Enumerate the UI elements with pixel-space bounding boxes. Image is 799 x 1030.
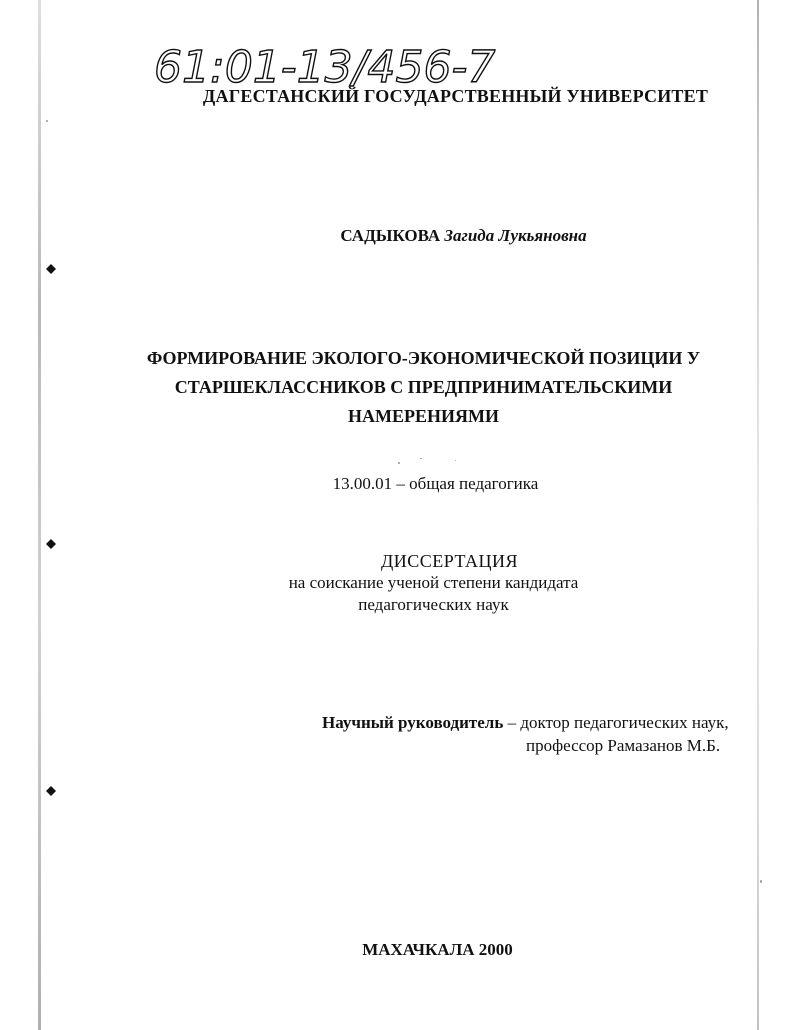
degree-field: педагогических наук [358,595,509,614]
scan-speckle [420,458,422,459]
university-name: ДАГЕСТАНСКИЙ ГОСУДАРСТВЕННЫЙ УНИВЕРСИТЕТ [202,86,709,106]
dissertation-title [24,344,799,431]
scan-speckle [760,880,762,883]
binding-hole-mark-icon [44,537,58,551]
binding-hole-mark-icon [44,784,58,798]
scientific-advisor [322,711,729,757]
degree-line: на соискание ученой степени кандидата [288,573,579,592]
degree-statement [50,550,799,616]
specialty-code: 13.00.01 – общая педагогика [332,474,539,493]
title-line: СТАРШЕКЛАССНИКОВ С ПРЕДПРИНИМАТЕЛЬСКИМИ [174,377,673,397]
author-name [64,226,799,246]
advisor-degree: – доктор педагогических наук, [503,713,729,732]
title-line: ФОРМИРОВАНИЕ ЭКОЛОГО-ЭКОНОМИЧЕСКОЙ ПОЗИЦИИ У [146,348,701,368]
scan-speckle [455,460,456,461]
archive-number-text: 61:01-13/456-7 [154,42,496,93]
scan-right-edge [757,0,759,1030]
scan-speckle [46,120,48,122]
city-year: МАХАЧКАЛА 2000 [362,940,513,959]
advisor-name: профессор Рамазанов М.Б. [526,736,721,755]
author-surname: САДЫКОВА [340,226,441,245]
author-given-names: Загида Лукьяновна [444,226,587,245]
degree-heading: ДИССЕРТАЦИЯ [380,551,519,571]
binding-hole-mark-icon [44,262,58,276]
scan-left-edge [38,0,41,1030]
scan-speckle [398,462,400,464]
advisor-label: Научный руководитель [322,713,504,732]
title-line: НАМЕРЕНИЯМИ [348,406,499,426]
